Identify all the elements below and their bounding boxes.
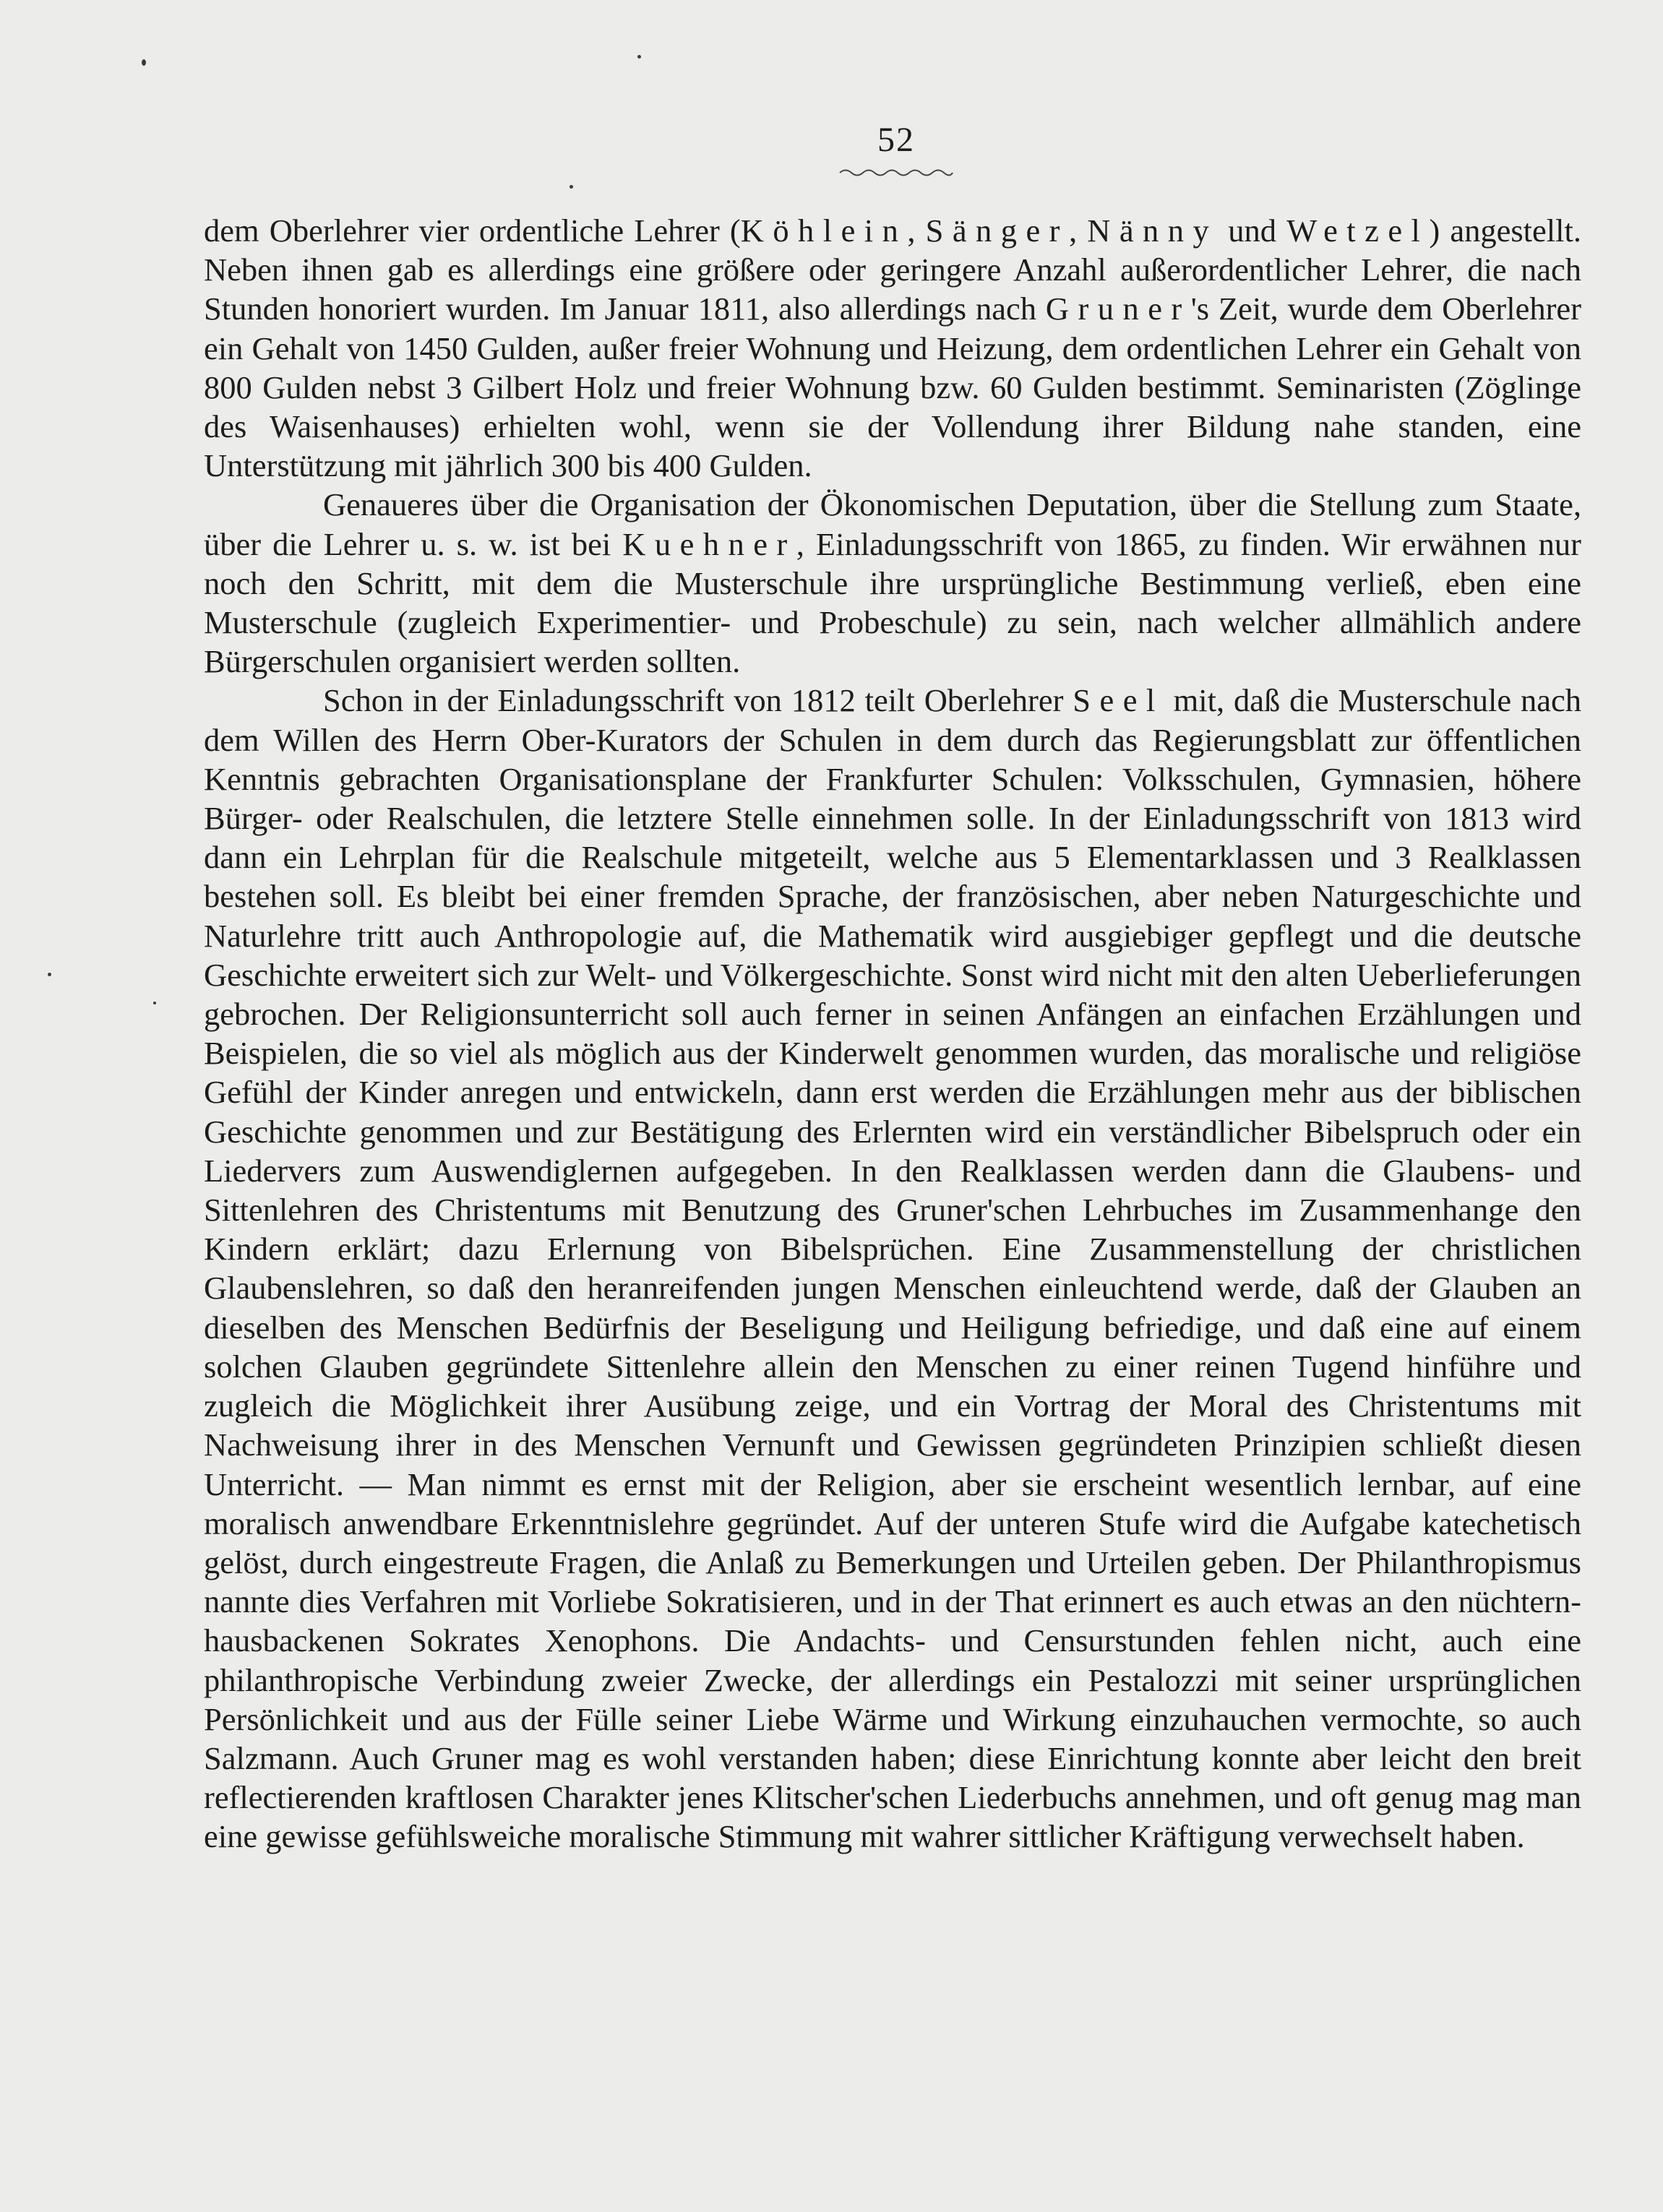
scan-speck bbox=[637, 55, 641, 59]
text-run: 's Zeit, wurde dem Oberlehrer ein Gehalt von 1450 Gulden, außer freier Wohnung und Heizung, dem ordentlichen Lehrer ein Gehalt von 800 Gulden nebst 3 Gilbert Holz und freier Wohnung bzw. 60 Gulden bestimmt. Seminaristen (Zöglinge des Waisenhauses) erhielten wohl, wenn sie der Vollendung ihrer Bildung nahe standen, eine Unterstützung mit jährlich 300 bis 400 Gulden. bbox=[204, 291, 1581, 484]
emphasized-name: Sänger bbox=[925, 212, 1069, 249]
scan-speck bbox=[48, 973, 51, 976]
page-number: 52 bbox=[877, 121, 915, 159]
paragraph bbox=[204, 681, 1581, 1856]
emphasized-name: Kuehner bbox=[622, 525, 796, 562]
text-run: Schon in der Einladungsschrift von 1812 teilt Oberlehrer bbox=[323, 682, 1073, 719]
text-run: Genaueres über die Organisation der Ökonomischen Deputation, über die Stellung zum Staate, über die Lehrer u. s. w. ist bei bbox=[204, 486, 1581, 562]
paragraph bbox=[204, 485, 1581, 681]
text-run: , bbox=[907, 212, 926, 249]
emphasized-name: Gruner bbox=[1045, 291, 1191, 327]
body-text bbox=[204, 211, 1581, 1856]
text-run: , Einladungsschrift von 1865, zu finden. Wir erwähnen nur noch den Schritt, mit dem die Musterschule ihre ursprüngliche Bestimmung verließ, eben eine Musterschule (zugleich Experimentier- und Probeschule) zu sein, nach welcher allmählich andere Bürgerschulen organisiert werden sollten. bbox=[204, 525, 1581, 680]
page-number-ornament bbox=[838, 168, 954, 178]
emphasized-name: Köhlein bbox=[740, 212, 908, 249]
scan-speck bbox=[142, 59, 146, 66]
text-run: und bbox=[1218, 212, 1287, 249]
text-run: mit, daß die Musterschule nach dem Willen des Herrn Ober-Kurators der Schulen in dem durch das Regierungsblatt zur öffentlichen Kenntnis gebrachten Organisationsplane der Frankfurter Schulen: Volksschulen, Gymnasien, höhere Bürger- oder Realschulen, die letztere Stelle einnehmen solle. In der Einladungsschrift von 1813 wird dann ein Lehrplan für die Realschule mitgeteilt, welche aus 5 Elementarklassen und 3 Realklassen bestehen soll. Es bleibt bei einer fremden Sprache, der französischen, aber neben Naturgeschichte und Naturlehre tritt auch Anthropologie auf, die Mathematik wird ausgiebiger gepflegt und die deutsche Geschichte erweitert sich zur Welt- und Völkergeschichte. Sonst wird nicht mit den alten Ueberlieferungen gebrochen. Der Religionsunterricht soll auch ferner in seinen Anfängen an einfachen Erzählungen und Beispielen, die so viel als möglich aus der Kinderwelt genommen wurden, das moralische und religiöse Gefühl der Kinder anregen und entwickeln, dann erst werden die Erzählungen mehr aus der biblischen Geschichte genommen und zur Bestätigung des Erlernten wird ein verständlicher Bibelspruch oder ein Liedervers zum Auswendiglernen aufgegeben. In den Realklassen werden dann die Glaubens- und Sittenlehren des Christentums mit Benutzung des Gruner'schen Lehrbuches im Zusammenhange den Kindern erklärt; dazu Erlernung von Bibelsprüchen. Eine Zusammenstellung der christlichen Glaubenslehren, so daß den heranreifenden jungen Menschen einleuchtend werde, daß der Glauben an dieselben des Menschen Bedürfnis der Beseligung und Heiligung befriedige, und daß eine auf einem solchen Glauben gegründete Sittenlehre allein den Menschen zu einer reinen Tugend hinführe und zugleich die Möglichkeit ihrer Ausübung zeige, und ein Vortrag der Moral des Christentums mit Nachweisung ihrer in des Menschen Vernunft und Gewissen gegründeten Prinzipien schließt diesen Unterricht. — Man nimmt es ernst mit der Religion, aber sie erscheint wesentlich lernbar, auf eine moralisch anwendbare Erkenntnislehre gegründet. Auf der unteren Stufe wird die Aufgabe katechetisch gelöst, durch eingestreute Fragen, die Anlaß zu Bemerkungen und Urteilen geben. Der Philanthropismus nannte dies Verfahren mit Vorliebe Sokratisieren, und in der That erinnert es auch etwas an den nüchtern-hausbackenen Sokrates Xenophons. Die Andachts- und Censurstunden fehlen nicht, auch eine philanthropische Verbindung zweier Zwecke, der allerdings ein Pestalozzi mit seiner ursprünglichen Persönlichkeit und aus der Fülle seiner Liebe Wärme und Wirkung einzuhauchen vermochte, so auch Salzmann. Auch Gruner mag es wohl verstanden haben; diese Einrichtung konnte aber leicht den breit reflectierenden kraftlosen Charakter jenes Klitscher'schen Liederbuchs annehmen, und oft genug mag man eine gewisse gefühlsweiche moralische Stimmung mit wahrer sittlicher Kräftigung verwechselt haben. bbox=[204, 682, 1581, 1855]
paragraph bbox=[204, 211, 1581, 485]
text-run: dem Oberlehrer vier ordentliche Lehrer ( bbox=[204, 212, 741, 249]
scan-speck bbox=[153, 1002, 156, 1004]
text-run: ) angestellt. Neben ihnen gab es allerdings eine größere oder geringere Anzahl außerordentlicher Lehrer, die nach Stunden honoriert wurden. Im Januar 1811, also allerdings nach bbox=[204, 212, 1581, 327]
text-run: , bbox=[1068, 212, 1088, 249]
emphasized-name: Wetzel bbox=[1286, 212, 1430, 249]
scan-speck bbox=[570, 185, 573, 189]
emphasized-name: Nänny bbox=[1087, 212, 1219, 249]
emphasized-name: Seel bbox=[1073, 682, 1164, 719]
